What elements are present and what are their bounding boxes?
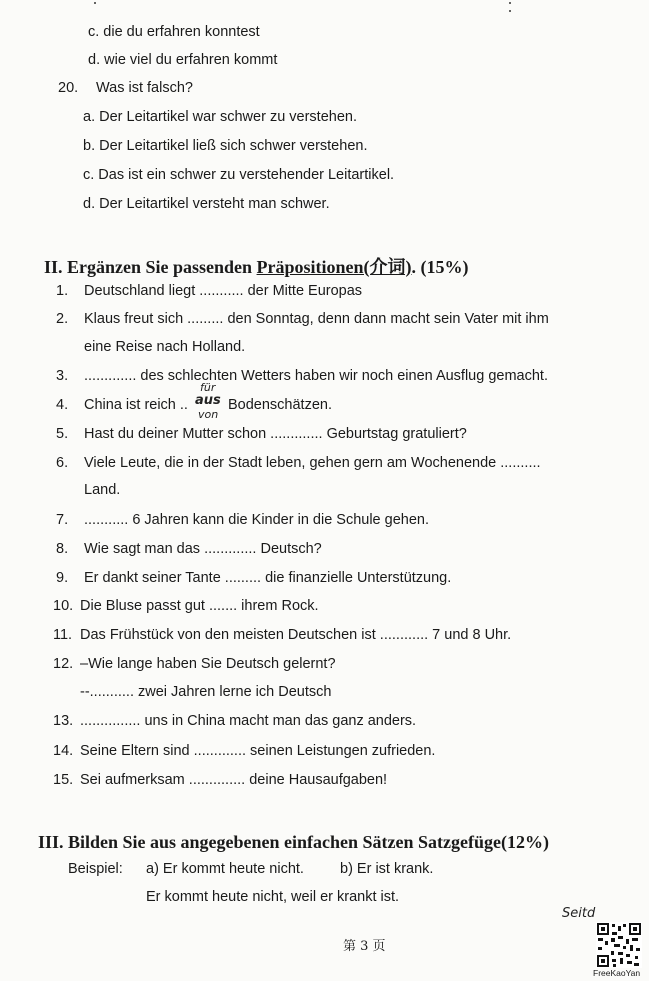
item-number: 10. <box>53 598 74 614</box>
item-text: Er dankt seiner Tante ......... die finanzielle Unterstützung. <box>84 570 452 586</box>
item-continuation: --........... zwei Jahren lerne ich Deutsch <box>80 684 332 700</box>
item-text: ............... uns in China macht man das ganz anders. <box>80 713 417 729</box>
option-c: c. die du erfahren konntest <box>88 24 260 40</box>
page-number: 第 3 页 <box>343 939 386 954</box>
question-20-text: Was ist falsch? <box>96 80 193 96</box>
item-text: Die Bluse passt gut ....... ihrem Rock. <box>80 598 319 614</box>
example-result: Er kommt heute nicht, weil er krankt ist. <box>146 889 400 905</box>
item-number: 2. <box>56 311 69 327</box>
section-2-heading <box>44 253 469 279</box>
item-number: 15. <box>53 772 74 788</box>
item-number: 14. <box>53 743 74 759</box>
question-20-option-d: d. Der Leitartikel versteht man schwer. <box>83 196 330 212</box>
qr-code <box>596 922 642 968</box>
item-number: 9. <box>56 570 69 586</box>
item-text: ........... 6 Jahren kann die Kinder in die Schule gehen. <box>84 512 429 528</box>
item-number: 8. <box>56 541 69 557</box>
item-text: Sei aufmerksam .............. deine Hausaufgaben! <box>80 772 388 788</box>
handwritten-answer-top: für <box>200 381 216 394</box>
section-2-heading-underlined: Präpositionen(介词) <box>256 257 412 277</box>
section-2-heading-prefix: II. Ergänzen Sie passenden <box>44 257 257 277</box>
handwritten-answer-bottom: von <box>198 408 219 421</box>
item-number: 5. <box>56 426 69 442</box>
item-continuation: Land. <box>84 482 121 498</box>
option-d: d. wie viel du erfahren kommt <box>88 52 278 68</box>
item-text: Hast du deiner Mutter schon ............. Geburtstag gratuliert? <box>84 426 467 442</box>
item-number: 13. <box>53 713 74 729</box>
item-text: –Wie lange haben Sie Deutsch gelernt? <box>80 656 336 672</box>
item-continuation: eine Reise nach Holland. <box>84 339 246 355</box>
section-3-heading: III. Bilden Sie aus angegebenen einfachen Sätzen Satzgefüge(12%) <box>38 832 550 852</box>
item-number: 3. <box>56 368 69 384</box>
question-20-option-b: b. Der Leitartikel ließ sich schwer verstehen. <box>83 138 368 154</box>
item-text: Deutschland liegt ........... der Mitte Europas <box>84 283 363 299</box>
example-a: a) Er kommt heute nicht. <box>146 861 304 877</box>
watermark-text: FreeKaoYan <box>593 968 641 978</box>
item-number: 4. <box>56 397 69 413</box>
item-text: ............. des schlechten Wetters haben wir noch einen Ausflug gemacht. <box>84 368 548 384</box>
question-20-option-c: c. Das ist ein schwer zu verstehender Leitartikel. <box>83 167 395 183</box>
item-number: 1. <box>56 283 69 299</box>
question-20-option-a: a. Der Leitartikel war schwer zu verstehen. <box>83 109 357 125</box>
item-number: 12. <box>53 656 74 672</box>
item-text: Seine Eltern sind ............. seinen Leistungen zufrieden. <box>80 743 436 759</box>
item-text-after: Bodenschätzen. <box>223 397 332 413</box>
handwritten-answer-middle: aus <box>195 393 221 408</box>
example-b: b) Er ist krank. <box>340 861 434 877</box>
section-2-heading-suffix: . (15%) <box>411 257 469 277</box>
question-20-number: 20. <box>58 80 79 96</box>
item-text: Viele Leute, die in der Stadt leben, gehen gern am Wochenende .......... <box>84 455 541 471</box>
item-number: 7. <box>56 512 69 528</box>
item-text: Klaus freut sich ......... den Sonntag, denn dann macht sein Vater mit ihm <box>84 311 549 327</box>
beispiel-label: Beispiel: <box>68 861 123 877</box>
item-text: Wie sagt man das ............. Deutsch? <box>84 541 322 557</box>
item-number: 6. <box>56 455 69 471</box>
item-text-before: China ist reich .. <box>84 397 188 413</box>
item-text: Das Frühstück von den meisten Deutschen ist ............ 7 und 8 Uhr. <box>80 627 512 643</box>
item-number: 11. <box>53 627 73 643</box>
handwritten-signature: Seitd <box>562 906 596 921</box>
